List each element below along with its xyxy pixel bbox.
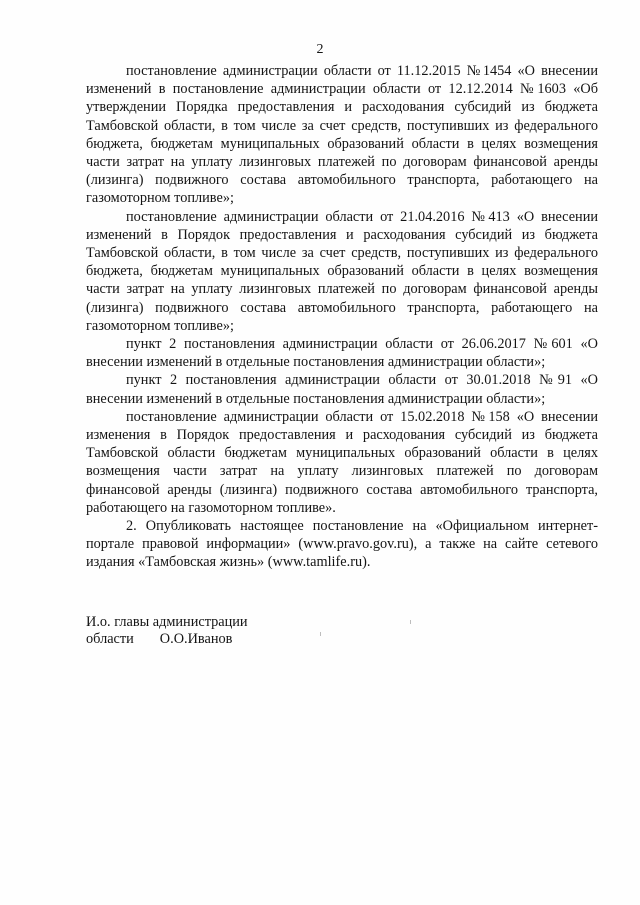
signature-title-line2 [86,631,248,648]
paragraph-publish: 2. Опубликовать настоящее постановление на «Официальном интернет-портале правовой информации» (www.pravo.gov.ru), а также на сайте сетевого издания «Тамбовская жизнь» (www.tamlife.ru). [86,518,598,571]
paragraph-resolution-91: пункт 2 постановления администрации области от 30.01.2018 №91 «О внесении изменений в отдельные постановления администрации области»; [86,372,598,407]
scan-artifact [410,620,411,624]
signature-title: И.о. главы администрации [86,614,248,630]
signature-block [86,614,248,648]
signature-region: области [86,631,134,647]
document-body [86,62,598,572]
paragraph-resolution-1454: постановление администрации области от 11.12.2015 №1454 «О внесении изменений в постановление администрации области от 12.12.2014 №1603 «Об утверждении Порядка предоставления и расходования субсидий из бюджета Тамбовской области, в том числе за счет средств, поступивших из федерального бюджета, бюджетам муниципальных образований области в целях возмещения части затрат на уплату лизинговых платежей по договорам финансовой аренды (лизинга) подвижного состава автомобильного транспорта, работающего на газомоторном топливе»; [86,63,598,207]
page-number: 2 [316,42,324,57]
scan-artifact [320,632,321,636]
paragraph-resolution-413: постановление администрации области от 21.04.2016 №413 «О внесении изменений в Порядок предоставления и расходования субсидий из бюджета Тамбовской области, в том числе за счет средств, поступивших из федерального бюджета, бюджетам муниципальных образований области в целях возмещения части затрат на уплату лизинговых платежей по договорам финансовой аренды (лизинга) подвижного состава автомобильного транспорта, работающего на газомоторном топливе»; [86,208,598,334]
paragraph-resolution-158: постановление администрации области от 15.02.2018 №158 «О внесении изменения в Порядок предоставления и расходования субсидий из бюджета Тамбовской области бюджетам муниципальных образований области в целях возмещения части затрат на уплату лизинговых платежей по договорам финансовой аренды (лизинга) подвижного состава автомобильного транспорта, работающего на газомоторном топливе». [86,408,598,516]
signature-name: О.О.Иванов [159,631,233,647]
paragraph-resolution-601: пункт 2 постановления администрации области от 26.06.2017 №601 «О внесении изменений в отдельные постановления администрации области»; [86,336,598,371]
